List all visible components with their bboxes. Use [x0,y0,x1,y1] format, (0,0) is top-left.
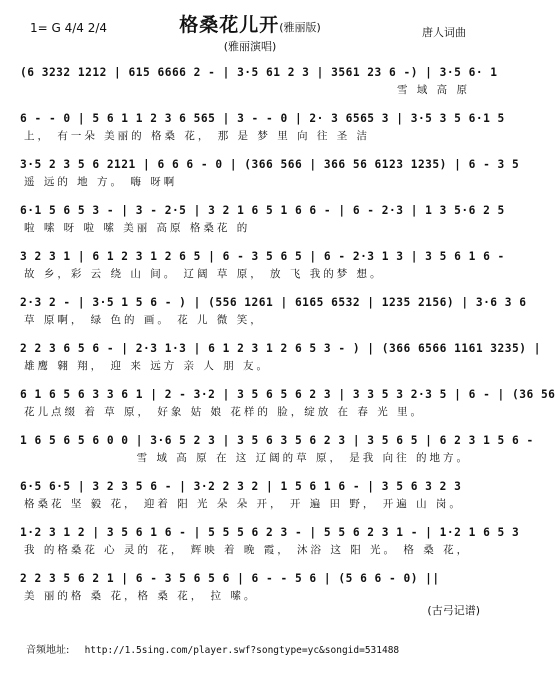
score-line [20,244,505,290]
score-line [20,290,527,336]
notation-row: 6 - - 0 | 5 6 1 1 2 3 6 565 | 3 - - 0 | 2· 3 6565 3 | 3·5 3 5 6·1 5 [20,112,505,125]
score-line [20,566,482,612]
song-title: 格桑花儿开 [179,14,280,36]
score-line [20,382,555,428]
lyrics-row: 故 乡，彩 云 绕 山 间。 辽阔 草 原， 放 飞 我的梦 想。 [24,268,384,280]
audio-link-url[interactable]: http://1.5sing.com/player.swf?songtype=yc&songid=531488 [84,645,400,656]
notation-row: (6 3232 1212 | 615 6666 2 - | 3·5 61 2 3 | 3561 23 6 -) | 3·5 6· 1 [20,66,498,79]
score-line [20,152,520,198]
score-line [20,336,541,382]
notation-row: 6·1 5 6 5 3 - | 3 - 2·5 | 3 2 1 6 5 1 6 6 - | 6 - 2·3 | 1 3 5·6 2 5 [20,204,505,217]
lyrics-row: 我 的格桑花 心 灵的 花， 辉映 着 晚 霞， 沐浴 这 阳 光。 格 桑 花， [24,544,471,556]
notation-row: 6 1 6 5 6 3 3 6 1 | 2 - 3·2 | 3 5 6 5 6 2 3 | 3 3 5 3 2·3 5 | 6 - | (36 56 [20,388,555,401]
lyrics-row: 上， 有一朵 美丽的 格桑 花， 那 是 梦 里 向 往 圣 洁 [24,130,371,142]
score-body [20,60,555,612]
notation-row: 6·5 6·5 | 3 2 3 5 6 - | 3·2 2 3 2 | 1 5 6 1 6 - | 3 5 6 3 2 3 [20,480,462,493]
performer: (雅丽演唱) [223,40,277,53]
song-version: (雅丽版) [279,21,321,34]
notation-row: 3·5 2 3 5 6 2121 | 6 6 6 - 0 | (366 566 | 366 56 6123 1235) | 6 - 3 5 [20,158,520,171]
lyrics-row: 花儿点缀 着 草 原， 好象 姑 娘 花样的 脸，绽放 在 春 光 里。 [24,406,425,418]
lyrics-row: 遥 远的 地 方。 嗨 呀啊 [24,176,178,188]
score-line [20,520,520,566]
lyrics-row: 雪 域 高 原 [396,84,470,96]
score-line [20,198,505,244]
notation-row: 3 2 3 1 | 6 1 2 3 1 2 6 5 | 6 - 3 5 6 5 | 6 - 2·3 1 3 | 3 5 6 1 6 - [20,250,505,263]
audio-link-footer [26,641,399,656]
author-credit: 唐人词曲 [422,26,466,39]
notation-row: 1 6 5 6 5 6 0 0 | 3·6 5 2 3 | 3 5 6 3 5 6 2 3 | 3 5 6 5 | 6 2 3 1 5 6 - [20,434,534,447]
lyrics-row: 啦 嗦 呀 啦 嗦 美丽 高原 格桑花 的 [24,222,251,234]
notation-row: 2 2 3 6 5 6 - | 2·3 1·3 | 6 1 2 3 1 2 6 5 3 - ) | (366 6566 1161 3235) | [20,342,541,355]
notation-row: 2·3 2 - | 3·5 1 5 6 - ) | (556 1261 | 6165 6532 | 1235 2156) | 3·6 3 6 [20,296,527,309]
score-line [20,60,498,106]
score-line [20,428,534,474]
notation-row: 1·2 3 1 2 | 3 5 6 1 6 - | 5 5 5 6 2 3 - | 5 5 6 2 3 1 - | 1·2 1 6 5 3 [20,526,520,539]
lyrics-row: 草 原啊， 绿 色的 画。 花 儿 微 笑， [24,314,264,326]
lyrics-row: 雄鹰 翱 翔， 迎 来 远方 亲 人 朋 友。 [24,360,271,372]
lyrics-row: 美 丽的格 桑 花，格 桑 花， 拉 嗦。 [24,590,258,602]
transcriber-credit: (古弓记谱) [427,604,480,617]
key-signature: 1= G 4/4 2/4 [30,21,108,35]
audio-link-label: 音频地址: [26,645,70,656]
lyrics-row: 雪 域 高 原 在 这 辽阔的草 原， 是我 向往 的地方。 [136,452,470,464]
lyrics-row: 格桑花 坚 毅 花， 迎着 阳 光 朵 朵 开， 开 遍 田 野， 开遍 山 岗。 [24,498,463,510]
score-line [20,474,482,520]
notation-row: 2 2 3 5 6 2 1 | 6 - 3 5 6 5 6 | 6 - - 5 6 | (5 6 6 - 0) || [20,572,440,585]
score-line [20,106,505,152]
